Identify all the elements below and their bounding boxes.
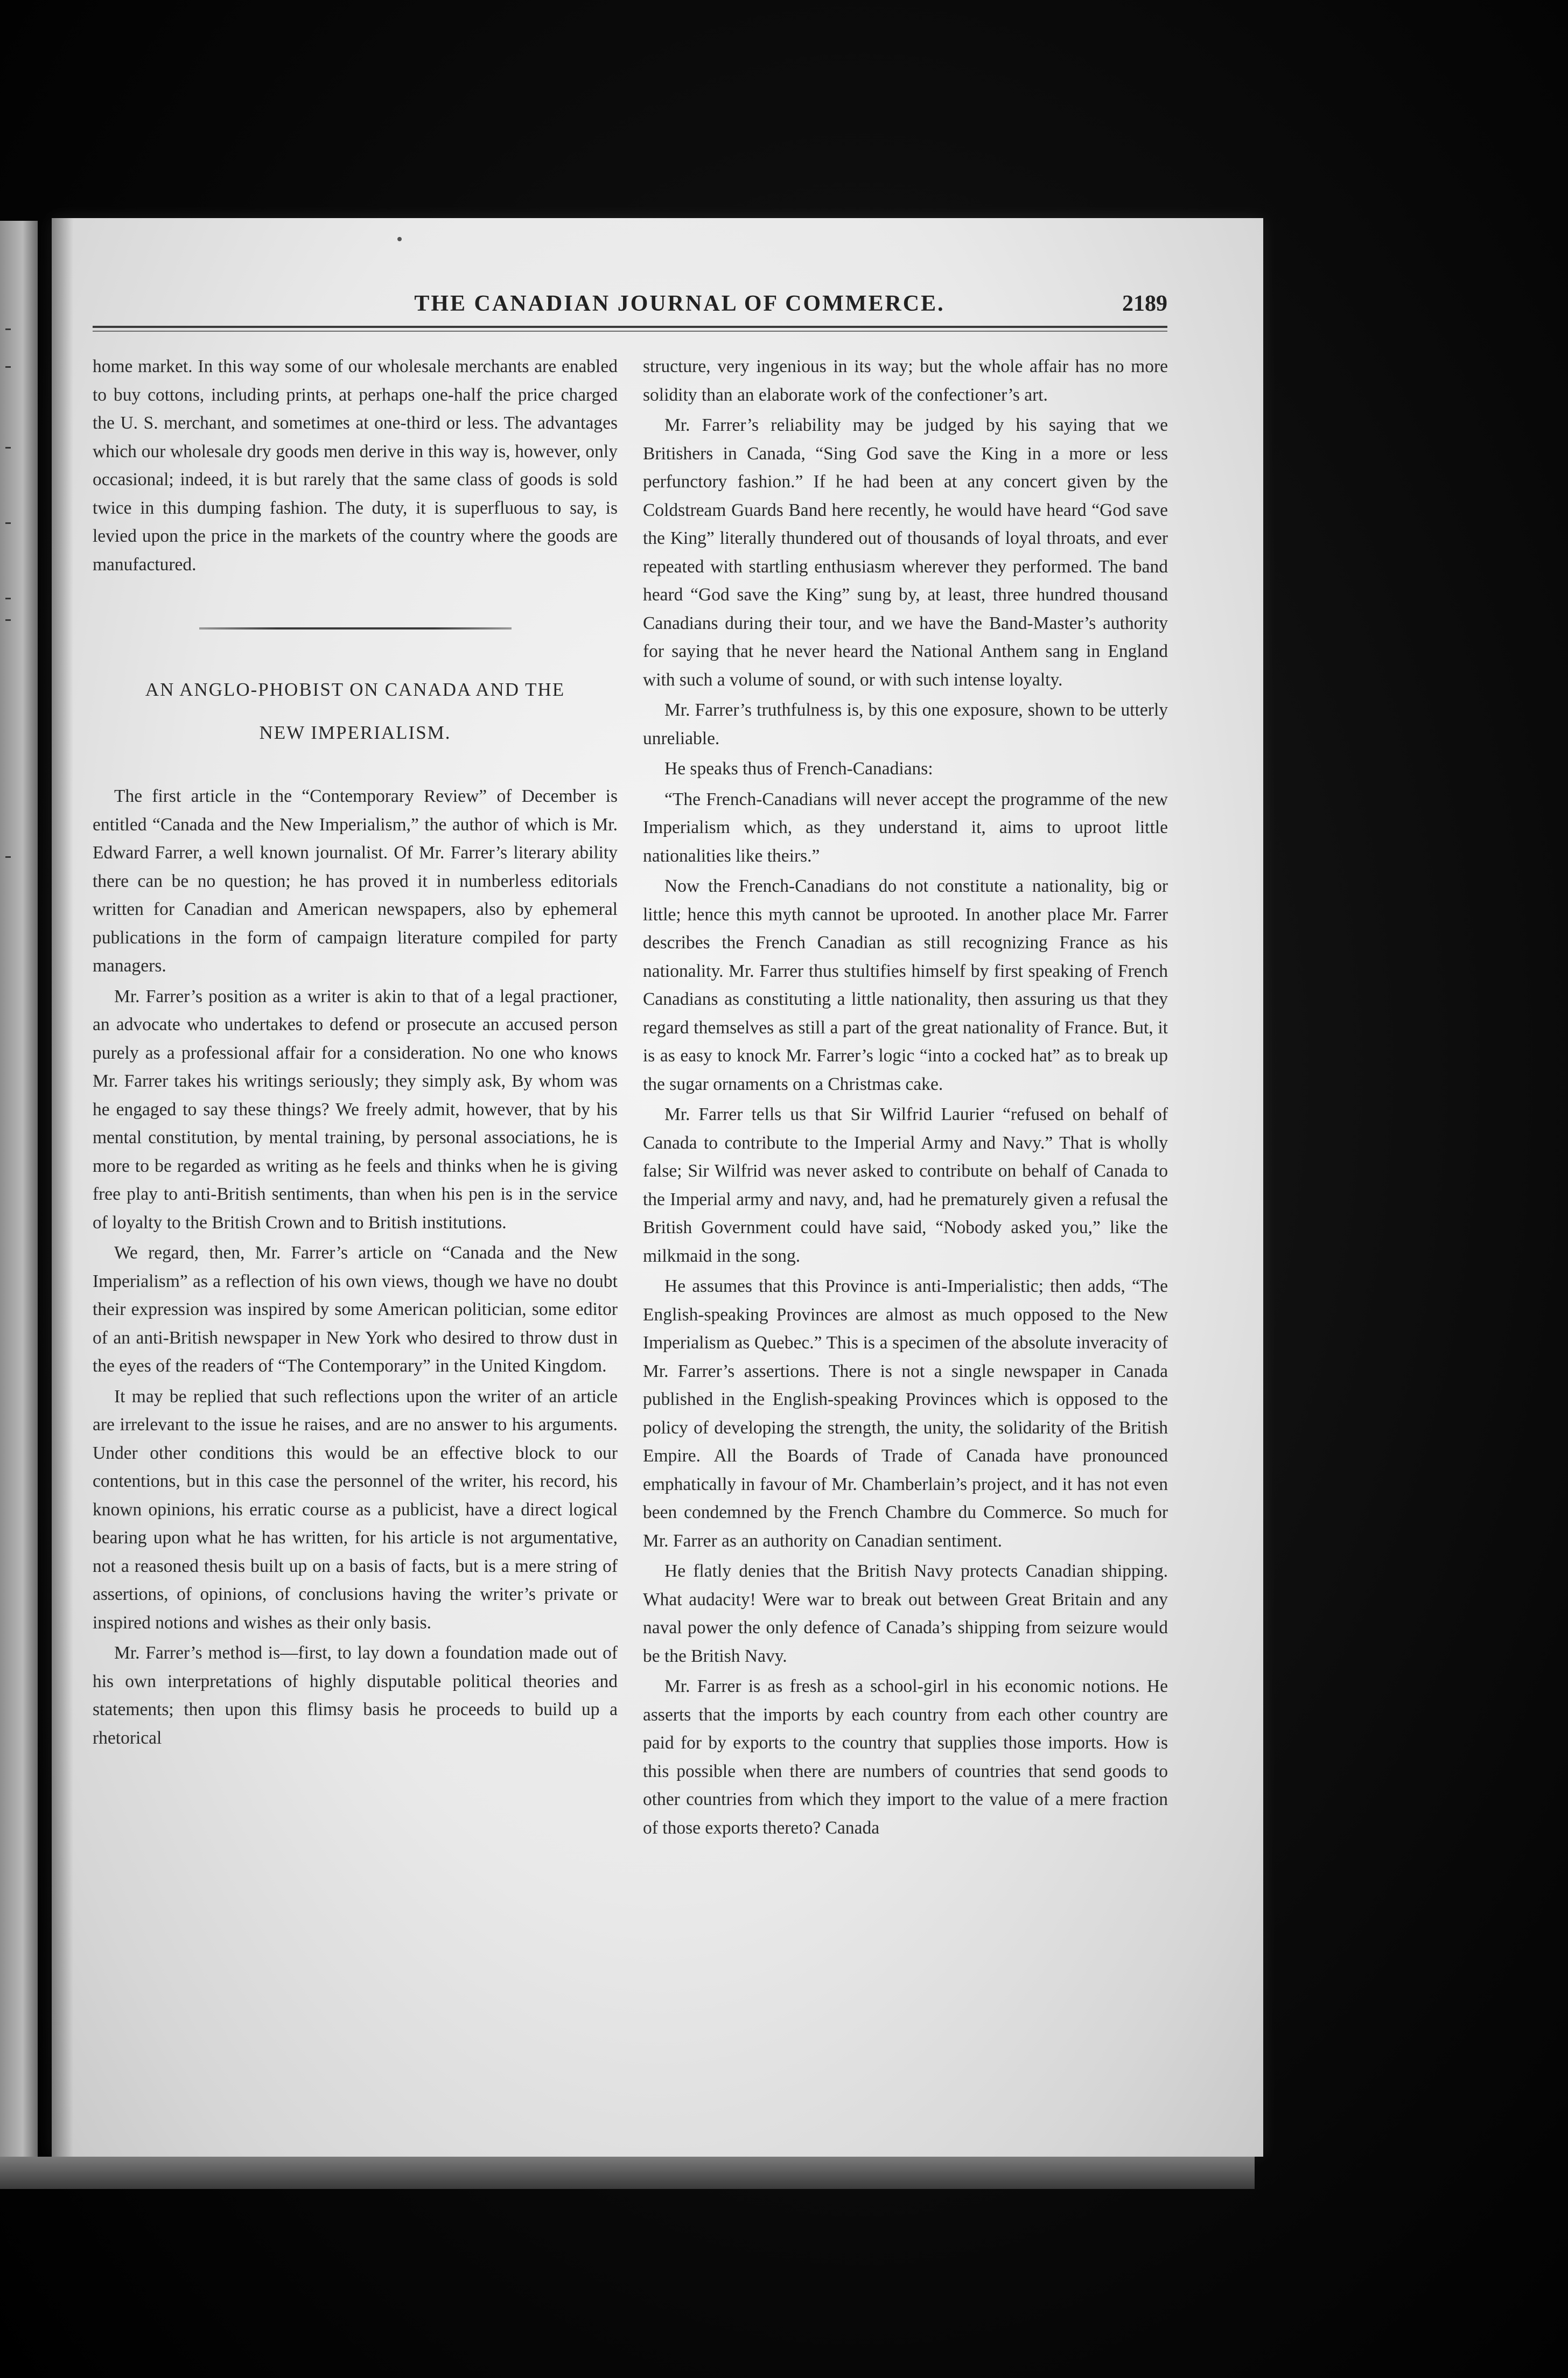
header-rule <box>93 326 1167 328</box>
right-column <box>643 353 1168 1842</box>
section-divider <box>199 627 512 630</box>
specks <box>397 237 402 241</box>
page-number: 2189 <box>1122 291 1167 316</box>
quotation-paragraph: “The French-Canadians will never accept the programme of the new Imperialism which, as they understand it, aims to uproot little nationalities like theirs.” <box>643 789 1168 866</box>
article-paragraph: Mr. Farrer’s truthfulness is, by this one exposure, shown to be utterly unreliable. <box>643 700 1168 749</box>
page-gutter-shadow <box>52 218 73 2157</box>
running-head <box>93 291 1167 328</box>
header-rule-thin <box>93 331 1167 332</box>
facing-page-edge <box>0 221 38 2159</box>
article-title-line-2: NEW IMPERIALISM. <box>259 722 451 743</box>
scanner-bottom-strip <box>0 2157 1255 2189</box>
article-paragraph: He assumes that this Province is anti-Imperialistic; then adds, “The English-speaking Provinces are almost as much opposed to the New Imperialism as Quebec.” This is a specimen of the absolute inveracity of Mr. Farrer’s assertions. There is not a single newspaper in Canada published in the English-speaking Provinces which is opposed to the policy of developing the strength, the unity, the solidarity of the British Empire. All the Boards of Trade of Canada have pronounced emphatically in favour of Mr. Chamberlain’s project, and it has not even been condemned by the French Chambre du Commerce. So much for Mr. Farrer as an authority on Canadian sentiment. <box>643 1276 1168 1551</box>
running-title: THE CANADIAN JOURNAL OF COMMERCE. <box>414 291 945 316</box>
article-paragraph: It may be replied that such reflections upon the writer of an article are irrelevant to the issue he raises, and are no answer to his arguments. Under other conditions this would be an effective block to our contentions, but in this case the personnel of the writer, his record, his known opinions, his erratic course as a publicist, have a direct logical bearing upon what he has written, for his article is not argumentative, not a reasoned thesis built up on a basis of facts, but is a mere string of assertions, of opinions, of conclusions having the writer’s private or inspired notions and wishes as their only basis. <box>93 1386 618 1633</box>
article-title <box>93 668 618 754</box>
article-paragraph: structure, very ingenious in its way; but the whole affair has no more solidity than an elaborate work of the confectioner’s art. <box>643 356 1168 405</box>
article-paragraph: The first article in the “Contemporary Review” of December is entitled “Canada and the New Imperialism,” the author of which is Mr. Edward Farrer, a well known journalist. Of Mr. Farrer’s literary ability there can be no question; he has proved it in numberless editorials written for Canadian and American newspapers, also by ephemeral publications in the form of campaign literature compiled for party managers. <box>93 786 618 976</box>
article-paragraph: Now the French-Canadians do not constitute a nationality, big or little; hence this myth cannot be uprooted. In another place Mr. Farrer describes the French Canadian as still recognizing France as his nationality. Mr. Farrer thus stultifies himself by first speaking of French Canadians as constituting a little nationality, then assuring us that they regard themselves as still a part of the great nationality of France. But, it is as easy to knock Mr. Farrer’s logic “into a cocked hat” as to break up the sugar ornaments on a Christmas cake. <box>643 876 1168 1094</box>
article-paragraph: Mr. Farrer’s reliability may be judged by his saying that we Britishers in Canada, “Sing God save the King in a more or less perfunctory fashion.” If he had been at any concert given by the Coldstream Guards Band here recently, he would have heard “God save the King” literally thundered out of thousands of loyal throats, and ever repeated with startling enthusiasm wherever they performed. The band heard “God save the King” sung by, at least, three hundred thousand Canadians during their tour, and we have the Band-Master’s authority for saying that he never heard the National Anthem sang in England with such a volume of sound, or with such intense loyalty. <box>643 415 1168 690</box>
article-paragraph: Mr. Farrer’s position as a writer is akin to that of a legal practioner, an advocate who undertakes to defend or prosecute an accused person purely as a professional affair for a consideration. No one who knows Mr. Farrer takes his writings seriously; they simply ask, By whom was he engaged to say these things? We freely admit, however, that by his mental constitution, by mental training, by personal associations, he is more to be regarded as writing as he feels and thinks when he is giving free play to anti-British sentiments, than when his pen is in the service of loyalty to the British Crown and to British institutions. <box>93 986 618 1233</box>
article-paragraph: Mr. Farrer tells us that Sir Wilfrid Laurier “refused on behalf of Canada to contribute to the Imperial Army and Navy.” That is wholly false; Sir Wilfrid was never asked to contribute on behalf of Canada to the Imperial army and navy, and, had he prematurely given a refusal the British Government could have said, “Nobody asked you,” like the milkmaid in the song. <box>643 1104 1168 1266</box>
article-title-line-1: AN ANGLO-PHOBIST ON CANADA AND THE <box>145 679 565 700</box>
continued-paragraph: home market. In this way some of our wholesale merchants are enabled to buy cottons, including prints, at perhaps one-half the price charged the U. S. merchant, and sometimes at one-third or less. The advantages which our wholesale dry goods men derive in this way is, however, only occasional; indeed, it is but rarely that the same class of goods is sold twice in this dumping fashion. The duty, it is superfluous to say, is levied upon the price in the markets of the country where the goods are manufactured. <box>93 356 618 575</box>
article-paragraph: Mr. Farrer is as fresh as a school-girl in his economic notions. He asserts that the imports by each country from each other country are paid for by exports to the country that supplies those imports. How is this possible when there are numbers of countries that send goods to other countries from which they import to the value of a mere fraction of those exports thereto? Canada <box>643 1676 1168 1838</box>
article-paragraph: He speaks thus of French-Canadians: <box>664 759 933 779</box>
left-column <box>93 353 618 1752</box>
article-paragraph: We regard, then, Mr. Farrer’s article on “Canada and the New Imperialism” as a reflection of his own views, though we have no doubt their expression was inspired by some American politician, some editor of an anti-British newspaper in New York who desired to throw dust in the eyes of the readers of “The Contemporary” in the United Kingdom. <box>93 1243 618 1376</box>
article-paragraph: Mr. Farrer’s method is—first, to lay down a foundation made out of his own interpretations of highly disputable political theories and statements; then upon this flimsy basis he proceeds to build up a rhetorical <box>93 1643 618 1748</box>
article-paragraph: He flatly denies that the British Navy protects Canadian shipping. What audacity! Were war to break out between Great Britain and any naval power the only defence of Canada’s shipping from seizure would be the British Navy. <box>643 1561 1168 1666</box>
